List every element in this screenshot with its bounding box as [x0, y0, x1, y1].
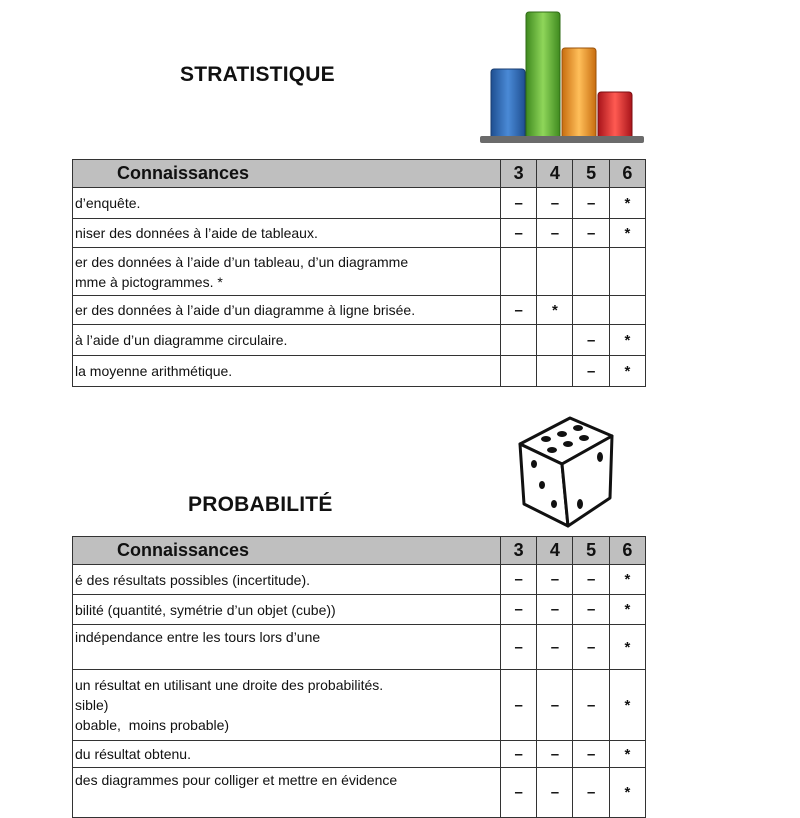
- row-text-line: er des données à l’aide d’un diagramme à ligne brisée.: [75, 302, 416, 318]
- grade-5-mark: [573, 248, 609, 296]
- grade-6-mark: *: [609, 325, 645, 356]
- grade-3-mark: –: [500, 565, 536, 595]
- grade-3-mark: –: [500, 219, 536, 248]
- row-text-line: er des données à l’aide d’un tableau, d’un diagramme: [75, 253, 409, 270]
- grade-6-mark: *: [609, 670, 645, 741]
- row-text-line: é des résultats possibles (incertitude).: [75, 571, 310, 588]
- grade-5-mark: –: [573, 670, 609, 741]
- row-text-line: sible): [75, 697, 109, 713]
- table-row: [73, 625, 646, 670]
- row-text-line: niser des données à l’aide de tableaux.: [75, 225, 318, 241]
- grade-4-mark: [537, 356, 573, 387]
- grade-5-mark: –: [573, 595, 609, 625]
- row-text-line: bilité (quantité, symétrie d’un objet (cube)): [75, 601, 336, 618]
- grade-5-mark: –: [573, 188, 609, 219]
- grade-4-mark: [537, 325, 573, 356]
- grade-5-mark: –: [573, 219, 609, 248]
- row-text: [73, 768, 501, 818]
- table-row: [73, 670, 646, 741]
- grade-6-mark: *: [609, 565, 645, 595]
- grade-3-mark: –: [500, 595, 536, 625]
- row-text: [73, 219, 501, 248]
- header-knowledge: Connaissances: [73, 537, 501, 565]
- row-text-line: la moyenne arithmétique.: [75, 363, 233, 379]
- section-title-probabilite: PROBABILITÉ: [188, 493, 333, 516]
- table-row: [73, 565, 646, 595]
- grade-4-mark: –: [537, 595, 573, 625]
- header-grade-4: 4: [537, 160, 573, 188]
- table-row: [73, 296, 646, 325]
- row-text-line: d’enquête.: [75, 195, 141, 211]
- grade-5-mark: [573, 296, 609, 325]
- grade-5-mark: –: [573, 565, 609, 595]
- header-grade-4: 4: [537, 537, 573, 565]
- row-text: [73, 565, 501, 595]
- row-text-line: des diagrammes pour colliger et mettre en évidence: [75, 772, 398, 788]
- grade-4-mark: –: [537, 670, 573, 741]
- grade-3-mark: –: [500, 741, 536, 768]
- grade-6-mark: *: [609, 356, 645, 387]
- grade-4-mark: –: [537, 768, 573, 818]
- grade-5-mark: –: [573, 741, 609, 768]
- grade-3-mark: –: [500, 188, 536, 219]
- row-text-line: mme à pictogrammes. *: [75, 273, 223, 290]
- row-text-line: un résultat en utilisant une droite des probabilités.: [75, 677, 384, 693]
- grade-6-mark: *: [609, 741, 645, 768]
- row-text: [73, 325, 501, 356]
- row-text: [73, 670, 501, 741]
- table-row: [73, 219, 646, 248]
- row-text-line: indépendance entre les tours lors d’une: [75, 629, 321, 645]
- grade-5-mark: –: [573, 625, 609, 670]
- grade-3-mark: [500, 248, 536, 296]
- row-text: [73, 595, 501, 625]
- grade-3-mark: –: [500, 768, 536, 818]
- grade-4-mark: –: [537, 741, 573, 768]
- header-grade-5: 5: [573, 537, 609, 565]
- grade-6-mark: [609, 296, 645, 325]
- header-grade-6: 6: [609, 537, 645, 565]
- grade-6-mark: *: [609, 768, 645, 818]
- grade-6-mark: *: [609, 188, 645, 219]
- grade-6-mark: *: [609, 219, 645, 248]
- grade-4-mark: –: [537, 625, 573, 670]
- grade-6-mark: *: [609, 625, 645, 670]
- grade-6-mark: *: [609, 595, 645, 625]
- grade-4-mark: *: [537, 296, 573, 325]
- table-row: [73, 768, 646, 818]
- header-grade-3: 3: [500, 537, 536, 565]
- row-text-line: du résultat obtenu.: [75, 746, 191, 762]
- table-row: [73, 188, 646, 219]
- table-header-row: [73, 537, 646, 565]
- table-header-row: [73, 160, 646, 188]
- header-knowledge: Connaissances: [73, 160, 501, 188]
- probabilite-table: [72, 536, 646, 818]
- grade-5-mark: –: [573, 325, 609, 356]
- row-text: [73, 356, 501, 387]
- header-grade-6: 6: [609, 160, 645, 188]
- header-grade-5: 5: [573, 160, 609, 188]
- row-text-line: à l’aide d’un diagramme circulaire.: [75, 332, 288, 348]
- table-row: [73, 356, 646, 387]
- grade-4-mark: –: [537, 565, 573, 595]
- row-text: [73, 296, 501, 325]
- row-text: [73, 248, 501, 296]
- grade-6-mark: [609, 248, 645, 296]
- section-title-statistique: STRATISTIQUE: [180, 63, 335, 86]
- header-grade-3: 3: [500, 160, 536, 188]
- statistique-table: [72, 159, 646, 387]
- grade-3-mark: [500, 356, 536, 387]
- bar-chart-icon: [478, 8, 646, 146]
- table-row: [73, 595, 646, 625]
- grade-3-mark: –: [500, 296, 536, 325]
- table-row: [73, 741, 646, 768]
- grade-3-mark: [500, 325, 536, 356]
- row-text: [73, 741, 501, 768]
- grade-4-mark: [537, 248, 573, 296]
- row-text: [73, 625, 501, 670]
- table-row: [73, 325, 646, 356]
- grade-3-mark: –: [500, 670, 536, 741]
- grade-3-mark: –: [500, 625, 536, 670]
- row-text-line: obable, moins probable): [75, 717, 230, 733]
- table-row: [73, 248, 646, 296]
- grade-4-mark: –: [537, 188, 573, 219]
- grade-5-mark: –: [573, 768, 609, 818]
- dice-icon: [512, 412, 616, 530]
- grade-5-mark: –: [573, 356, 609, 387]
- row-text: [73, 188, 501, 219]
- grade-4-mark: –: [537, 219, 573, 248]
